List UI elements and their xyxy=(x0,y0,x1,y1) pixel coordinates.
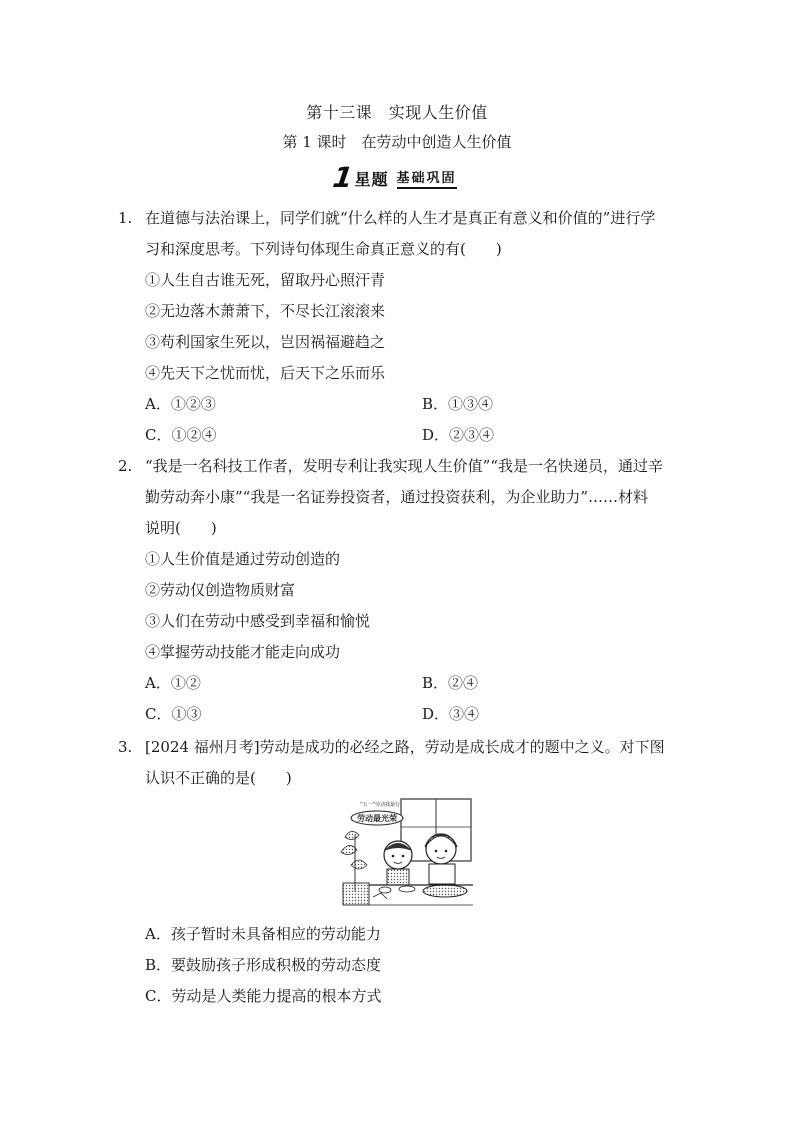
statement-item: ④先天下之忧而忧，后天下之乐而乐 xyxy=(145,364,386,382)
question-stem-line: [2024 福州月考]劳动是成功的必经之路，劳动是成长成才的题中之义。对下图 xyxy=(145,738,665,756)
question-stem-line: 认识不正确的是( ) xyxy=(145,769,292,787)
section-title: 第 1 课时 在劳动中创造人生价值 xyxy=(282,133,512,151)
statement-item: ①人生自古谁无死，留取丹心照汗青 xyxy=(145,271,386,289)
badge-label: 基础巩固 xyxy=(397,167,457,189)
statement-item: ④掌握劳动技能才能走向成功 xyxy=(145,643,341,661)
answer-option[interactable]: A．孩子暂时未具备相应的劳动能力 xyxy=(145,925,381,943)
answer-option[interactable]: C．劳动是人类能力提高的根本方式 xyxy=(145,987,382,1005)
question-stem-line: 说明( ) xyxy=(145,519,217,537)
answer-option[interactable]: C．①③ xyxy=(145,705,202,723)
answer-option[interactable]: B．要鼓励孩子形成积极的劳动态度 xyxy=(145,956,382,974)
answer-option[interactable]: D．③④ xyxy=(422,705,480,723)
answer-option[interactable]: B．②④ xyxy=(422,674,479,692)
question-stem-line: “我是一名科技工作者，发明专利让我实现人生价值”“我是一名快递员，通过辛 xyxy=(145,457,664,475)
question-stem-line: 在道德与法治课上，同学们就“什么样的人生才是真正有意义和价值的”进行学 xyxy=(145,209,656,227)
statement-item: ③苟利国家生死以，岂因祸福避趋之 xyxy=(145,333,386,351)
question-number: 2. xyxy=(118,457,133,475)
statement-item: ③人们在劳动中感受到幸福和愉悦 xyxy=(145,612,371,630)
statement-item: ②无边落木萧萧下，不尽长江滚滚来 xyxy=(145,302,386,320)
question-stem-line: 勤劳动奔小康”“我是一名证券投资者，通过投资获利，为企业助力”……材料 xyxy=(145,488,649,506)
question-number: 3. xyxy=(118,738,133,756)
banner-big-text: 劳动最光荣 xyxy=(357,814,397,823)
answer-option[interactable]: D．②③④ xyxy=(422,426,495,444)
answer-option[interactable]: B．①③④ xyxy=(422,395,494,413)
statement-item: ①人生价值是通过劳动创造的 xyxy=(145,550,341,568)
question-number: 1. xyxy=(118,209,133,227)
level-badge xyxy=(330,161,457,194)
lesson-title: 第十三课 实现人生价值 xyxy=(306,103,488,122)
badge-star-label: 星题 xyxy=(354,169,389,189)
answer-option[interactable]: A．①②③ xyxy=(145,395,216,413)
answer-option[interactable]: A．①② xyxy=(145,674,201,692)
statement-item: ②劳动仅创造物质财富 xyxy=(145,581,296,599)
answer-option[interactable]: C．①②④ xyxy=(145,426,217,444)
banner-small-text: “五一”劳动我最行 xyxy=(359,802,401,808)
badge-number: 1 xyxy=(330,161,355,194)
question-stem-line: 习和深度思考。下列诗句体现生命真正意义的有( ) xyxy=(145,240,502,258)
cartoon-illustration-icon xyxy=(333,797,475,915)
